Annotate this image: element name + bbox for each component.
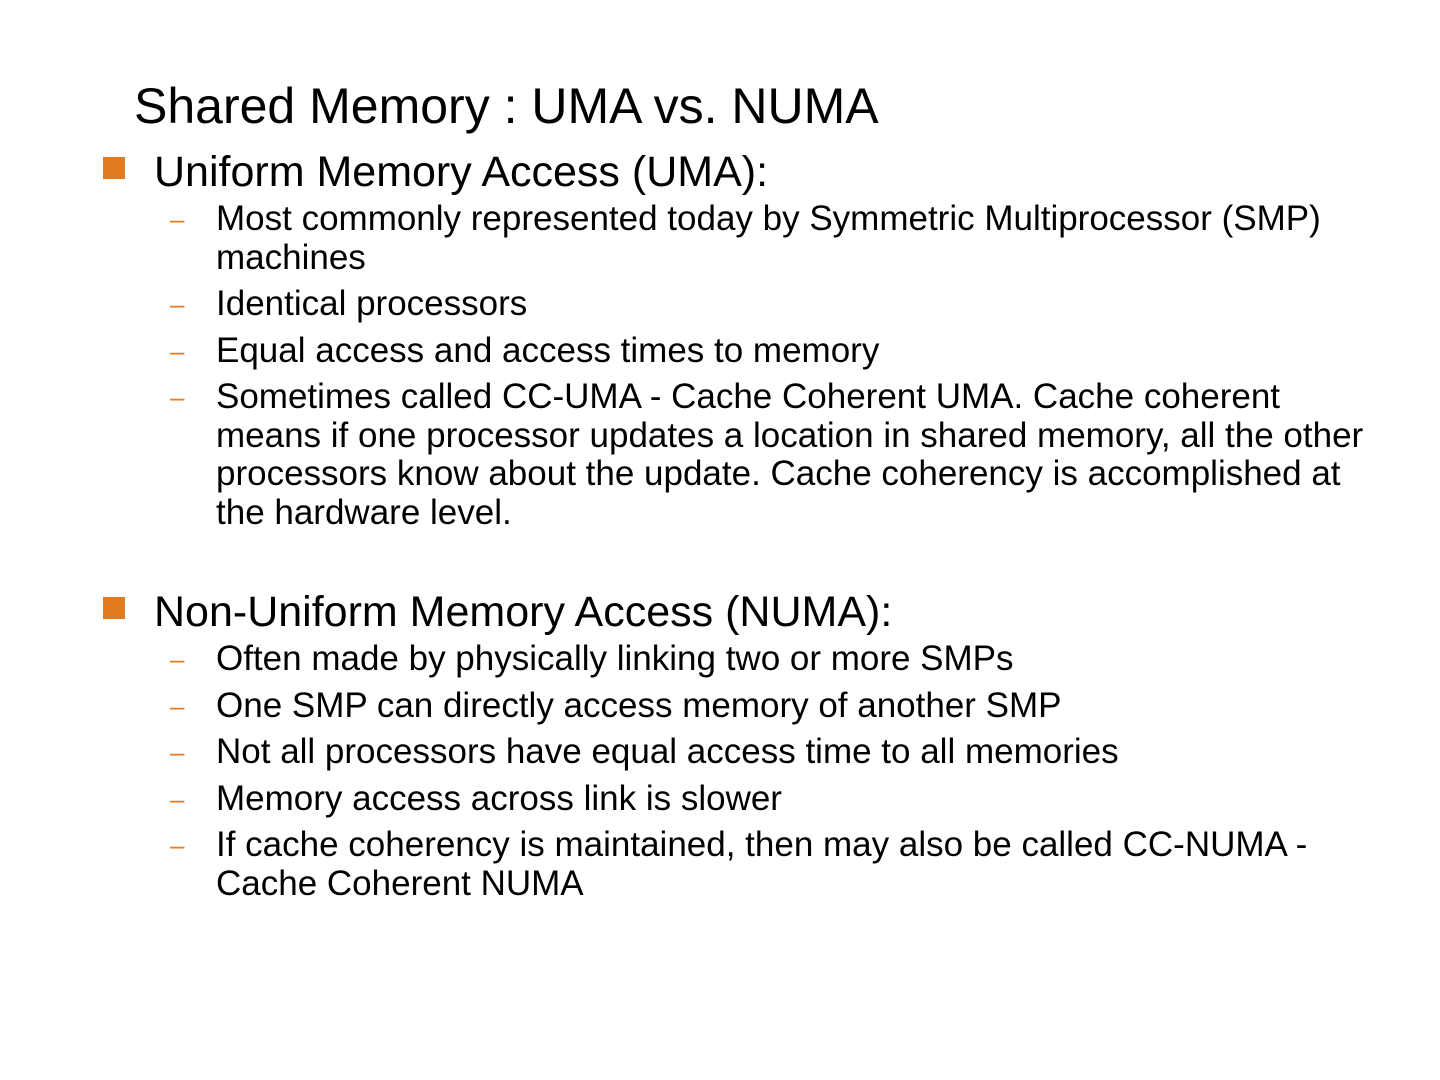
dash-bullet-icon: – — [170, 382, 185, 412]
list-item-text: Equal access and access times to memory — [216, 330, 880, 370]
square-bullet-icon — [103, 597, 125, 619]
slide-title: Shared Memory : UMA vs. NUMA — [134, 78, 879, 134]
list-item — [0, 640, 1440, 679]
dash-bullet-icon: – — [170, 204, 185, 234]
list-item — [0, 332, 1440, 371]
numa-sub-list — [0, 640, 1440, 903]
dash-bullet-icon: – — [170, 690, 185, 721]
dash-bullet-icon: – — [170, 783, 185, 814]
dash-bullet-icon: – — [170, 830, 185, 860]
list-item — [0, 687, 1440, 726]
uma-sub-list — [0, 200, 1440, 532]
list-item — [0, 733, 1440, 772]
list-item-text: Most commonly represented today by Symmetric Multiprocessor (SMP) machines — [216, 199, 1321, 277]
list-item-text: One SMP can directly access memory of another SMP — [216, 685, 1062, 725]
dash-bullet-icon: – — [170, 289, 185, 319]
numa-heading: Non-Uniform Memory Access (NUMA): — [154, 588, 893, 636]
dash-bullet-icon: – — [170, 644, 185, 674]
square-bullet-icon — [103, 157, 125, 179]
bullet-uma — [0, 148, 1440, 200]
list-item — [0, 378, 1440, 532]
list-item-text: Identical processors — [216, 284, 528, 323]
list-item — [0, 780, 1440, 819]
list-item — [0, 826, 1440, 903]
uma-heading: Uniform Memory Access (UMA): — [154, 148, 769, 196]
section-uma — [0, 148, 1440, 540]
list-item — [0, 285, 1440, 324]
list-item-text: Not all processors have equal access time to all memories — [216, 732, 1119, 771]
list-item-text: Often made by physically linking two or more SMPs — [216, 639, 1014, 678]
bullet-numa — [0, 588, 1440, 640]
list-item — [0, 200, 1440, 277]
dash-bullet-icon: – — [170, 335, 185, 366]
list-item-text: Memory access across link is slower — [216, 778, 782, 818]
list-item-text: If cache coherency is maintained, then may also be called CC-NUMA - Cache Coherent NUMA — [216, 825, 1308, 903]
list-item-text: Sometimes called CC-UMA - Cache Coherent UMA. Cache coherent means if one processor updates a location in shared memory, all the other processors know about the update. Cache coherency is accomplished at the hardware level. — [216, 377, 1364, 532]
dash-bullet-icon: – — [170, 737, 185, 767]
section-numa — [0, 588, 1440, 911]
